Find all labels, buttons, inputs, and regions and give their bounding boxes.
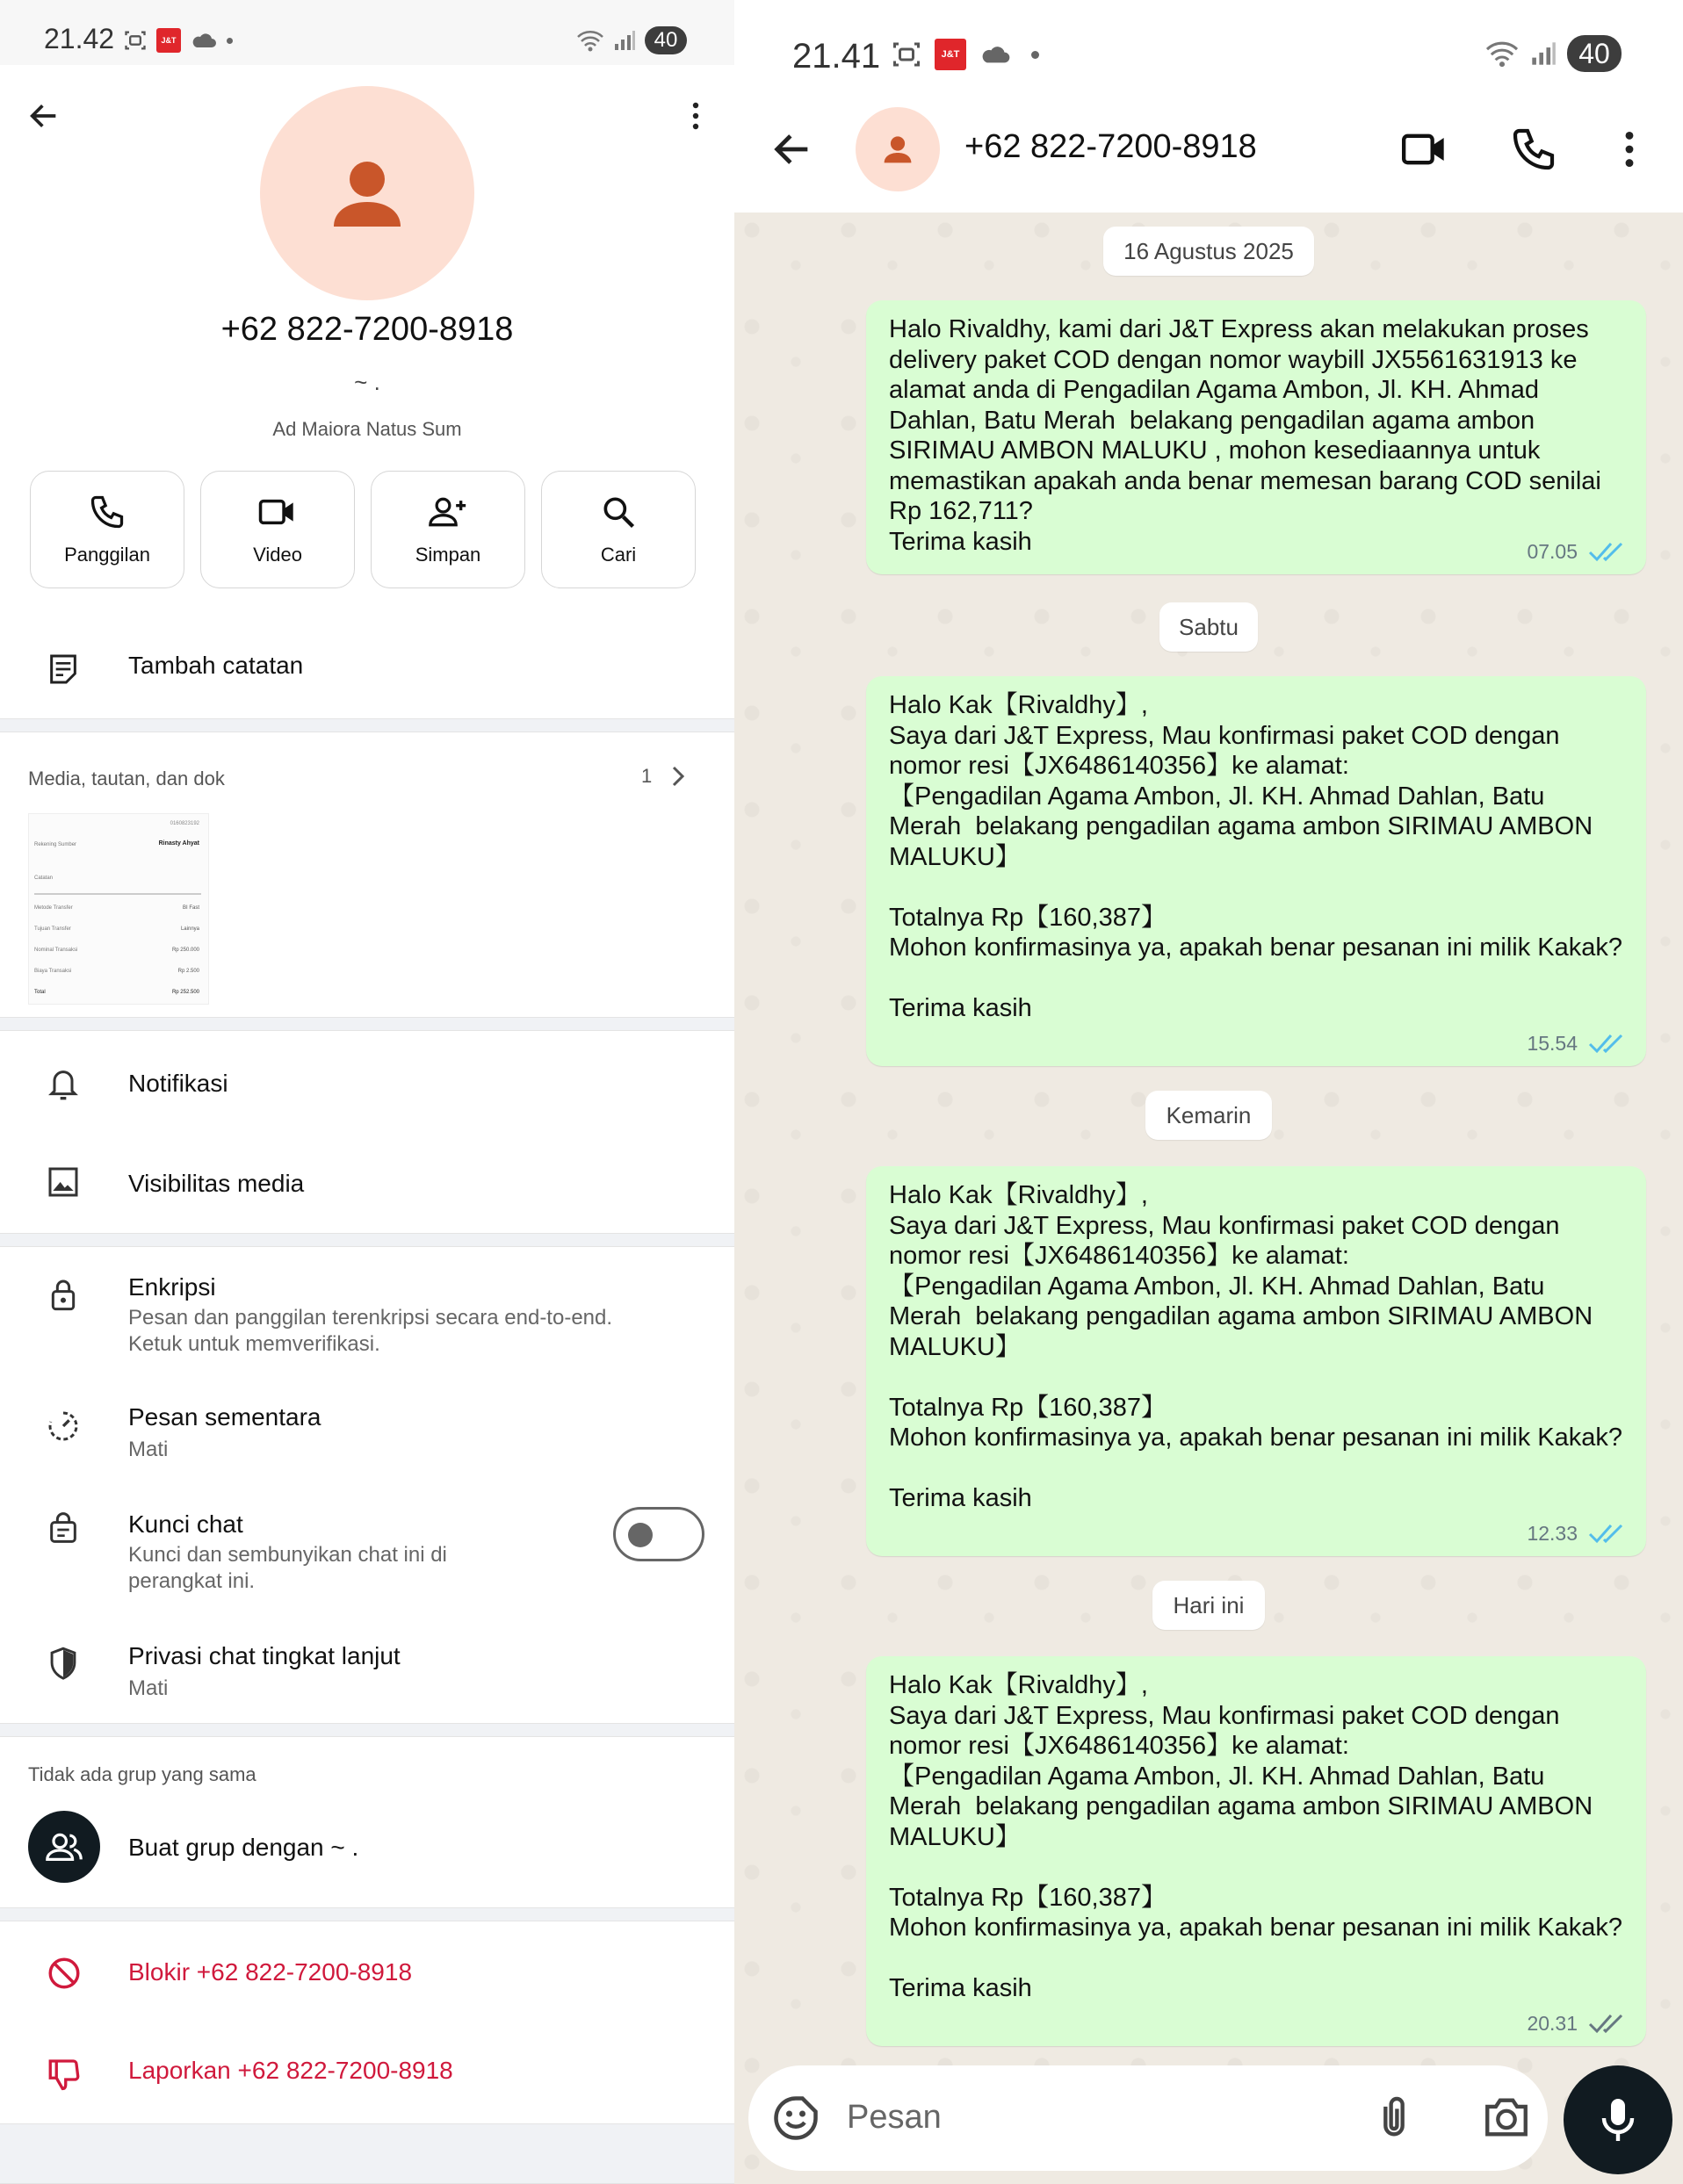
message-time: 15.54 (1527, 1031, 1578, 1055)
thumb-divider (34, 893, 201, 895)
video-call-button[interactable] (1398, 126, 1451, 172)
double-check-delivered-icon (1588, 2011, 1627, 2036)
attach-button[interactable] (1369, 2092, 1419, 2143)
sticker-button[interactable] (769, 2092, 822, 2144)
thumb-row-value: Rinasty Ahyat (158, 840, 199, 847)
sticker-icon (769, 2092, 822, 2144)
battery-indicator (1567, 35, 1622, 72)
more-options-button[interactable] (683, 98, 708, 133)
timer-icon (46, 1409, 81, 1444)
encryption-row[interactable] (0, 1263, 734, 1377)
call-button[interactable] (30, 471, 184, 588)
back-button[interactable] (26, 98, 61, 133)
message-time: 20.31 (1527, 2011, 1578, 2035)
camera-button[interactable] (1481, 2094, 1532, 2141)
thumb-row-key: Metode Transfer (34, 905, 73, 911)
status-right-icons (1484, 35, 1622, 72)
lock-icon (46, 1275, 81, 1314)
thumb-row-value: BI Fast (182, 905, 199, 911)
report-label: Laporkan +62 822-7200-8918 (128, 2057, 453, 2084)
camera-icon (1481, 2094, 1532, 2141)
double-check-read-icon (1588, 1521, 1627, 1546)
message-meta (1527, 539, 1627, 564)
advanced-privacy-status: Mati (128, 1676, 169, 1700)
message-composer (748, 2065, 1548, 2171)
video-button-label: Video (253, 544, 302, 566)
bottom-spacer (0, 2123, 734, 2184)
block-row[interactable] (0, 1937, 734, 2016)
search-button[interactable] (541, 471, 696, 588)
call-button-label: Panggilan (64, 544, 150, 566)
thumb-row-value: Rp 2.500 (177, 969, 199, 974)
paperclip-icon (1369, 2092, 1419, 2143)
section-divider (0, 1233, 734, 1247)
status-bar (0, 0, 734, 65)
section-divider (0, 1017, 734, 1031)
message-input[interactable]: Pesan (847, 2099, 942, 2136)
notifications-label: Notifikasi (128, 1070, 228, 1097)
more-vertical-icon (683, 98, 708, 133)
note-icon (46, 652, 81, 687)
date-separator (1103, 227, 1314, 276)
shield-icon (46, 1646, 81, 1683)
date-label: Hari ini (1173, 1591, 1245, 1618)
media-count: 1 (641, 765, 653, 787)
thumbs-down-icon (46, 2055, 83, 2092)
battery-level: 40 (654, 28, 678, 52)
disappearing-messages-status: Mati (128, 1438, 169, 1461)
media-thumbnail[interactable] (28, 813, 209, 1005)
date-label: Kemarin (1166, 1101, 1252, 1128)
date-label: Sabtu (1179, 613, 1239, 640)
search-button-label: Cari (600, 544, 637, 566)
chat-lock-title: Kunci chat (128, 1510, 243, 1538)
message-text: Halo Kak【Rivaldhy】, Saya dari J&T Express, Mau konfirmasi paket COD dengan nomor resi【JX6486140356】ke alamat: 【Pengadilan Agama Ambon, Jl. KH. Ahmad Dahlan, Batu Merah belakang pengadilan agama ambon SIRIMAU AMBON MALUKU】 Totalnya Rp【160,387】 Mohon konfirmasinya ya, apakah benar pesanan ini milik Kakak? Terima kasih (889, 1671, 1623, 2002)
message-bubble[interactable] (866, 1656, 1646, 2046)
status-left-icons (123, 28, 233, 53)
section-divider (0, 1907, 734, 1921)
wifi-icon (576, 28, 604, 53)
date-label: 16 Agustus 2025 (1123, 237, 1294, 264)
message-text: Halo Kak【Rivaldhy】, Saya dari J&T Express, Mau konfirmasi paket COD dengan nomor resi【JX6486140356】ke alamat: 【Pengadilan Agama Ambon, Jl. KH. Ahmad Dahlan, Batu Merah belakang pengadilan agama ambon SIRIMAU AMBON MALUKU】 Totalnya Rp【160,387】 Mohon konfirmasinya ya, apakah benar pesanan ini milik Kakak? Terima kasih (889, 691, 1623, 1022)
phone-icon (1509, 125, 1558, 174)
date-separator (1159, 602, 1258, 652)
message-bubble[interactable] (866, 676, 1646, 1066)
message-text: Halo Rivaldhy, kami dari J&T Express akan melakukan proses delivery paket COD dengan nomor waybill JX5561631913 ke alamat anda di Pengadilan Agama Ambon, Jl. KH. Ahmad Dahlan, Batu Merah belakang pengadilan agama ambon SIRIMAU AMBON MALUKU , mohon kesediaannya untuk memastikan apakah anda benar memesan barang COD senilai Rp 162,711? Terima kasih (889, 315, 1601, 556)
more-vertical-icon (1616, 126, 1643, 172)
thumb-row-key: Total (34, 990, 46, 995)
status-time: 21.41 (792, 37, 881, 76)
chat-panel (734, 0, 1683, 2184)
bell-icon (46, 1064, 81, 1103)
chat-lock-toggle[interactable] (613, 1507, 704, 1561)
image-icon (46, 1164, 81, 1200)
cloud-icon (979, 42, 1012, 67)
contact-avatar[interactable] (260, 86, 474, 300)
add-note-row[interactable] (0, 632, 734, 703)
action-buttons (30, 471, 696, 588)
cloud-icon (190, 30, 218, 51)
screenshot-icon (891, 39, 922, 70)
block-icon (46, 1955, 83, 1992)
signal-icon (613, 29, 636, 52)
advanced-privacy-title: Privasi chat tingkat lanjut (128, 1642, 401, 1669)
contact-phone: +62 822-7200-8918 (220, 311, 514, 348)
chat-lock-desc-1: Kunci dan sembunyikan chat ini di (128, 1543, 447, 1567)
media-visibility-label: Visibilitas media (128, 1170, 305, 1197)
message-meta (1527, 1031, 1627, 1056)
section-divider (0, 1723, 734, 1737)
block-label: Blokir +62 822-7200-8918 (128, 1958, 413, 1986)
toggle-knob (628, 1523, 653, 1547)
add-person-icon (427, 493, 469, 531)
save-contact-button[interactable] (371, 471, 525, 588)
thumb-row-key: Tujuan Transfer (34, 926, 71, 932)
encryption-title: Enkripsi (128, 1273, 216, 1301)
thumb-code: 0160823192 (170, 821, 199, 826)
notifications-row[interactable] (0, 1045, 734, 1124)
notification-dot-icon (227, 38, 233, 44)
double-check-read-icon (1588, 539, 1627, 564)
date-separator (1152, 1581, 1265, 1630)
status-left-icons (891, 39, 1039, 70)
media-count-link[interactable] (641, 764, 687, 789)
message-bubble[interactable] (866, 1166, 1646, 1556)
battery-level: 40 (1578, 37, 1610, 69)
microphone-icon (1597, 2095, 1639, 2144)
voice-call-button[interactable] (1509, 125, 1558, 174)
common-groups-header: Tidak ada grup yang sama (28, 1763, 256, 1785)
disappearing-messages-title: Pesan sementara (128, 1403, 321, 1431)
thumb-row-key: Nominal Transaksi (34, 948, 78, 953)
video-icon (257, 493, 298, 531)
status-right-icons (576, 26, 687, 54)
arrow-left-icon (769, 126, 815, 172)
video-button[interactable] (200, 471, 355, 588)
person-icon (330, 156, 404, 230)
contact-info-panel (0, 0, 734, 2184)
chat-lock-desc-2: perangkat ini. (128, 1569, 256, 1593)
signal-icon (1530, 40, 1557, 67)
chevron-right-icon (669, 764, 687, 789)
message-meta (1527, 1521, 1627, 1546)
chat-avatar[interactable] (856, 107, 940, 191)
message-time: 07.05 (1527, 539, 1578, 563)
search-icon (599, 493, 638, 531)
thumb-row-value: Rp 250.000 (171, 948, 199, 953)
thumb-row-value: Rp 252.500 (171, 990, 199, 995)
add-note-label: Tambah catatan (128, 652, 304, 679)
date-separator (1145, 1091, 1272, 1140)
jnt-app-icon: J&T (156, 28, 181, 53)
contact-about: Ad Maiora Natus Sum (272, 418, 462, 440)
advanced-privacy-row[interactable] (0, 1637, 734, 1716)
thumb-row-key: Rekening Sumber (34, 842, 77, 847)
jnt-app-icon: J&T (935, 39, 966, 70)
more-options-button[interactable] (1616, 126, 1643, 172)
chat-lock-icon (46, 1510, 81, 1549)
back-button[interactable] (769, 126, 815, 172)
status-time: 21.42 (44, 23, 115, 54)
report-row[interactable] (0, 2036, 734, 2115)
message-meta (1527, 2011, 1627, 2036)
section-divider (0, 718, 734, 732)
message-text: Halo Kak【Rivaldhy】, Saya dari J&T Express, Mau konfirmasi paket COD dengan nomor resi【JX6486140356】ke alamat: 【Pengadilan Agama Ambon, Jl. KH. Ahmad Dahlan, Batu Merah belakang pengadilan agama ambon SIRIMAU AMBON MALUKU】 Totalnya Rp【160,387】 Mohon konfirmasinya ya, apakah benar pesanan ini milik Kakak? Terima kasih (889, 1181, 1623, 1512)
wifi-icon (1484, 39, 1520, 68)
media-visibility-row[interactable] (0, 1145, 734, 1224)
voice-message-button[interactable] (1564, 2065, 1672, 2174)
thumb-row-value: Lainnya (180, 926, 199, 932)
save-contact-label: Simpan (415, 544, 481, 566)
encryption-desc-2: Ketuk untuk memverifikasi. (128, 1332, 380, 1356)
media-header: Media, tautan, dan dok (28, 768, 225, 789)
double-check-read-icon (1588, 1031, 1627, 1056)
create-group-row[interactable] (0, 1818, 734, 1879)
message-bubble[interactable] (866, 300, 1646, 574)
person-icon (883, 134, 913, 164)
notification-dot-icon (1031, 51, 1039, 59)
message-time: 12.33 (1527, 1521, 1578, 1545)
disappearing-messages-row[interactable] (0, 1398, 734, 1477)
arrow-left-icon (26, 98, 61, 133)
encryption-desc-1: Pesan dan panggilan terenkripsi secara end-to-end. (128, 1306, 613, 1330)
chat-header (734, 0, 1683, 213)
thumb-row-key: Catatan (34, 876, 54, 881)
phone-icon (88, 493, 126, 531)
video-icon (1398, 126, 1451, 172)
battery-indicator (645, 26, 687, 54)
contact-name: ~ . (354, 369, 380, 395)
screenshot-icon (123, 28, 148, 53)
create-group-label: Buat grup dengan ~ . (128, 1834, 359, 1861)
thumb-row-key: Biaya Transaksi (34, 969, 72, 974)
chat-contact-phone[interactable]: +62 822-7200-8918 (964, 128, 1257, 165)
